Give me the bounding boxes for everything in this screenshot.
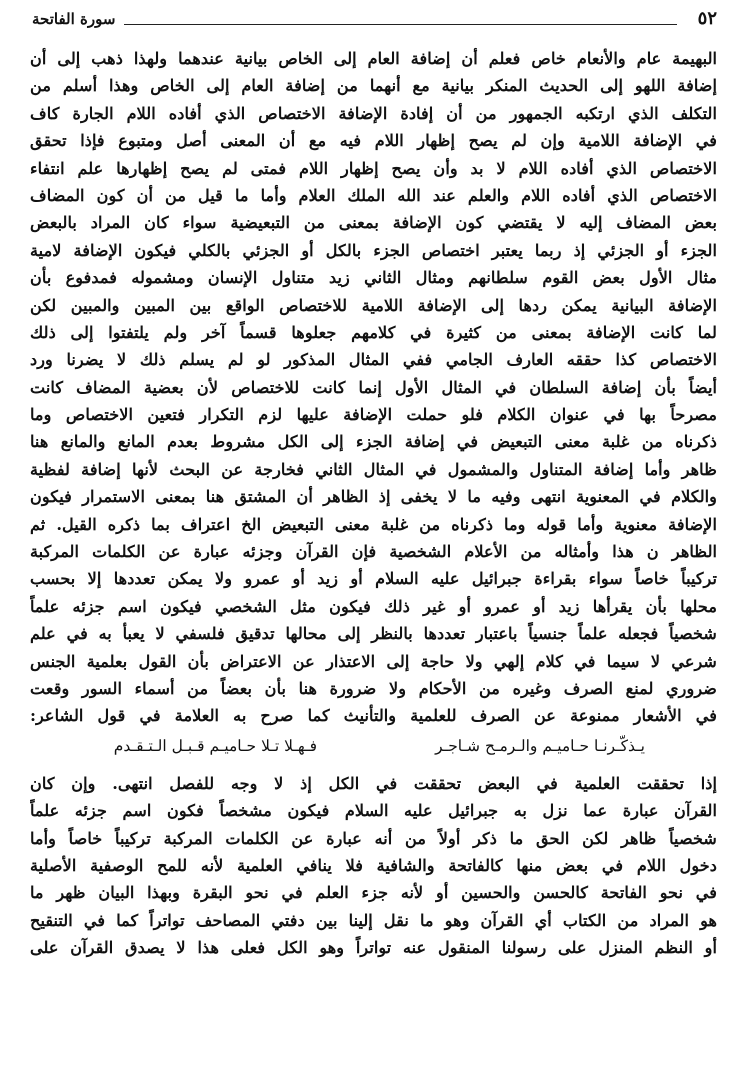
text-line: إضافة اللهو إلى الحديث المنكر بيانية مع أنهما من إضافة العام إلى الخاص وهذا أسلم من [30,76,717,96]
text-line: شخصياً فجعله علماً جنسياً باعتبار تعددها بالنظر إلى محالها تدقيق فلسفي لا يعبأ به في علم [30,624,717,644]
text-line: بعض المضاف إليه لا يقتضي كون الإضافة بمعنى من التبعيضية سواء كان المراد بالبعض [30,213,717,233]
text-line: التكلف الذي ارتكبه الجمهور من أن إفادة الإضافة الاختصاص الذي أفاده اللام الجارة كاف [30,103,717,123]
body-text [30,45,717,962]
running-head [32,8,717,32]
text-line: محلها بأن يقرأها زيد أو عمرو أو غير ذلك فيكون مثل الشخصي فيكون اسم جزئه علماً [30,596,717,616]
text-line: شخصياً ظاهر لكن الحق ما ذكر أولاً من أنه عبارة عن الكلمات المركبة تركيباً خاصاً وأما [30,828,717,848]
text-line: هو المراد من الكتاب أي القرآن وهو ما نقل إلينا بين دفتي المصاحف تواتراً كما في التنقيح [30,910,717,930]
text-line: الاختصاص كذا حققه العارف الجامي ففي المثال المذكور لو لم يسلم ذلك لا يضرنا ورد [30,350,717,370]
poetry-verse [30,730,717,762]
text-line: مصرحاً بها في عنوان الكلام فلو حملت الإضافة عليها لزم التكرار فتعين الاختصاص وما [30,405,717,425]
text-line: ظاهر وأما إضافة المتناول والمشمول في المثال الثاني فخارجة عن البحث لأنها إضافة لفظية [30,459,717,479]
text-line: ضروري لمنع الصرف وغيره من الأحكام ولا ضرورة هنا بأن بعضاً من أسماء السور وقعت [30,678,717,698]
text-line: الجزء أو الجزئي إذ ربما يعتبر اختصاص الجزء بالكل أو الجزئي بالكلي فيكون الإضافة لامية [30,240,717,260]
text-line: والكلام في المعنوية انتهى وفيه ما لا يخفى إذ الظاهر أن المشتق هنا بمعنى الاستمرار فيكون [30,487,717,507]
text-line: إذا تحققت العلمية في البعض تحققت في الكل إذ لا وجه للفصل انتهى. وإن كان [30,773,717,793]
text-line: شرعي لا سيما في كلام إلهي ولا حاجة إلى الاعتذار عن الاعتراض بأن القول بعلمية الجنس [30,651,717,671]
text-line: البهيمة عام والأنعام خاص فعلم أن إضافة العام إلى الخاص بيانية عندهما ولهذا ذهب إلى أن [30,49,717,68]
text-line: أيضاً بأن إضافة السلطان في المثال الأول إنما كانت للاختصاص لأن بعضية المضاف كانت [30,377,717,397]
text-line: دخول اللام في بعض منها كالفاتحة والشافية فلا ينافي العلمية لأنه للمح الوصفية الأصلية [30,855,717,875]
text-line: القرآن عبارة عما نزل به جبرائيل عليه السلام فيكون مشخصاً فكون اسم جزئه علماً [30,801,717,821]
text-line: مثال الأول بعض القوم سلطانهم ومثال الثاني زيد متناول الإنسان ومشموله فمدفوع بأن [30,268,717,288]
text-line: الإضافة البيانية يمكن ردها إلى الإضافة اللامية للاختصاص الواقع بين المبين والمبين لكن [30,295,717,315]
text-line: الظاهر ن هذا وأمثاله من الأعلام الشخصية فإن القرآن وجزئه عبارة عن الكلمات المركبة [30,542,717,562]
page-number: ٥٢ [697,8,717,29]
text-line: ذكرناه من غلبة معنى التبعيض في إضافة الجزء إلى الكل مشروط بعدم المانع والمانع هنا [30,432,717,452]
text-line: الإضافة معنوية وأما قوله وما ذكرناه من غلبة معنى التبعيض الخ اعتراف بما ذكره القيل. ثم [30,514,717,534]
text-line: في الأشعار ممنوعة عن الصرف للعلمية والتأنيث كما صرح به العلامة في قول الشاعر: [30,706,717,726]
verse-first-hemistich: يـذكّـرنـا حـاميـم والـرمـح شـاجـر [435,736,645,755]
text-line: أو النظم المنزل على رسولنا المنقول عنه تواتراً وهو الكل فعلى هذا لا يصدق القرآن على [30,938,717,958]
text-line: الاختصاص الذي أفاده اللام لا بد وأن يصح إظهار اللام فمتى لم يصح إظهارها علم انتفاء [30,158,717,178]
verse-second-hemistich: فـهـلا تـلا حـاميـم قـبـل الـتـقـدم [113,736,317,755]
text-line: في الإضافة اللامية وإن لم يصح إظهار اللام فيه مع أن المعنى أصل ومتبوع فإذا تحقق [30,131,717,151]
text-line: تركيباً خاصاً سواء بقراءة جبرائيل عليه السلام أو زيد أو عمرو ولا يمكن تعددها إلا بحسب [30,569,717,589]
spacer [30,762,717,770]
text-line: الاختصاص الذي أفاده اللام والعلم عند الله الملك العلام وأما ما قيل من أن كون المضاف [30,185,717,205]
text-line: في نحو الفاتحة كالحسن والحسين أو لأنه جزء العلم في نحو البقرة وبهذا البيان ظهر ما [30,883,717,903]
surah-title: سورة الفاتحة [32,10,116,28]
text-line: لما كانت الإضافة بمعنى من كثيرة في كلامهم جعلوها قسماً آخر ولم يلتفتوا إلى ذلك [30,322,717,342]
header-rule [124,24,677,25]
